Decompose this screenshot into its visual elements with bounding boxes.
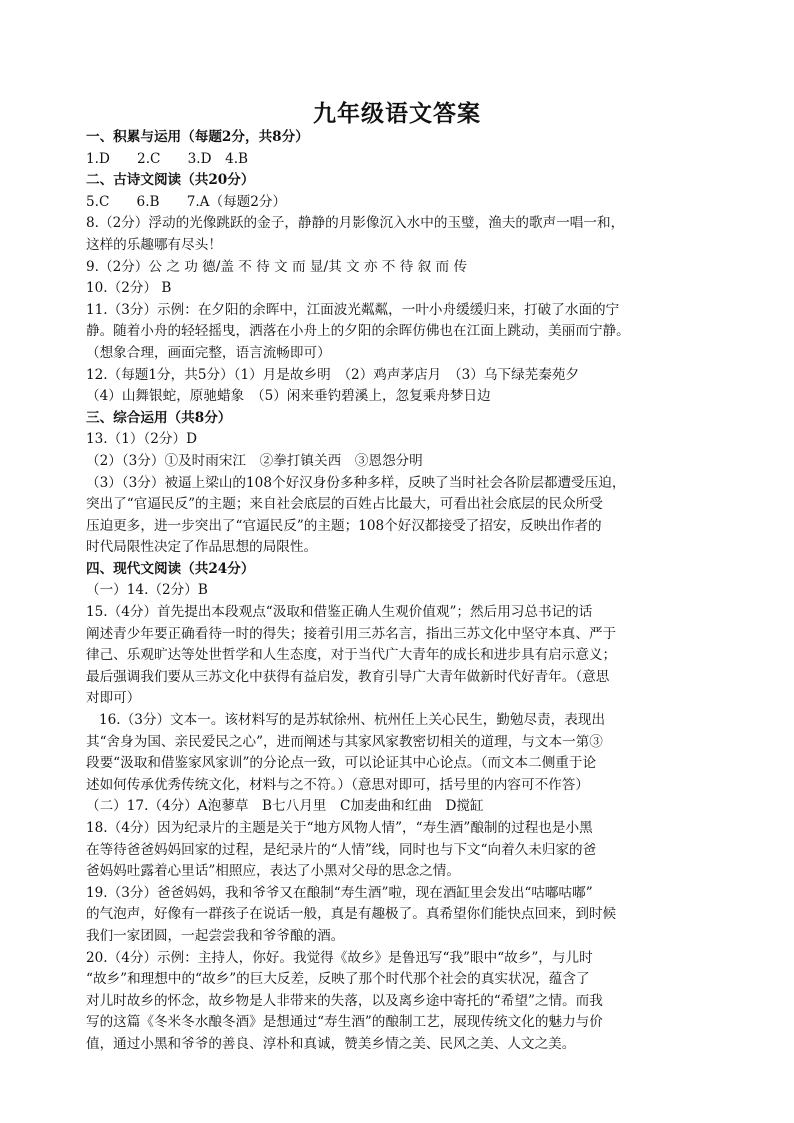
answer-line: 最后强调我们要从三苏文化中获得有益启发，教育引导广大青年做新时代好青年。（意思 (86, 668, 610, 685)
section-heading: 一、积累与运用（每题2分，共8分） (86, 129, 309, 145)
answer-line: 阐述青少年要正确看待一时的得失；接着引用三苏名言，指出三苏文化中坚守本真、严于 (86, 625, 617, 642)
answer-line: （3）（3分）被逼上梁山的108个好汉身份多种多样，反映了当时社会各阶层都遭受压迫， (86, 474, 626, 491)
answer-line: 12.（每题1分，共5分）（1）月是故乡明 （2）鸡声茅店月 （3）乌下绿芜秦苑夕 (86, 366, 580, 383)
answer-line: （2）（3分）①及时雨宋江 ②拳打镇关西 ③恩怨分明 (86, 452, 423, 469)
answer-line: 其“舍身为国、亲民爱民之心”，进而阐述与其家风家教密切相关的道理，与文本一第③ (86, 733, 603, 750)
answer-line: 爸妈妈吐露着心里话”相照应，表达了小黑对父母的思念之情。 (86, 863, 460, 880)
page-title: 九年级语文答案 (313, 100, 481, 127)
answer-line: 在等待爸爸妈妈回家的过程，是纪录片的“人情”线，同时也与下文“向着久未归家的爸 (86, 841, 597, 858)
answer-line: 压迫更多，进一步突出了“官逼民反”的主题；108个好汉都接受了招安，反映出作者的 (86, 517, 602, 534)
answer-line: （一）14.（2分）B (86, 582, 208, 599)
answer-line: 值，通过小黑和爷爷的善良、淳朴和真诚，赞美乡情之美、民风之美、人文之美。 (86, 1035, 576, 1052)
answer-line: 我们一家团圆，一起尝尝我和爷爷酿的酒。 (86, 927, 345, 944)
answer-line: 的气泡声，好像有一群孩子在说话一般，真是有趣极了。真希望你们能快点回来，到时候 (86, 906, 617, 923)
answer-line: 律己、乐观旷达等处世哲学和人生态度，对于当代广大青年的成长和进步具有启示意义； (86, 647, 617, 664)
answer-line: 18.（4分）因为纪录片的主题是关于“地方风物人情”，“寿生酒”酿制的过程也是小黑 (86, 820, 593, 836)
answer-line: 突出了“官逼民反”的主题；来自社会底层的百姓占比最大，可看出社会底层的民众所受 (86, 496, 603, 513)
answer-line: 对儿时故乡的怀念，故乡物是人非带来的失落，以及离乡途中寄托的“希望”之情。而我 (86, 992, 603, 1009)
answer-line: 9.（2分）公 之 功 德/盖 不 待 文 而 显/其 文 亦 不 待 叙 而 传 (86, 258, 468, 275)
answer-line: （想象合理，画面完整，语言流畅即可） (86, 344, 331, 361)
answer-line: 写的这篇《冬米冬水酿冬酒》是想通过“寿生酒”的酿制工艺，展现传统文化的魅力与价 (86, 1014, 603, 1031)
answer-line: 8.（2分）浮动的光像跳跃的金子，静静的月影像沉入水中的玉璧，渔夫的歌声一唱一和， (86, 215, 625, 232)
answer-line: （4）山舞银蛇，原驰蜡象 （5）闲来垂钓碧溪上，忽复乘舟梦日边 (86, 388, 491, 405)
answer-line: （二）17.（4分）A泡蓼草 B七八月里 C加麦曲和红曲 D搅缸 (86, 798, 484, 815)
answer-line: 段要“汲取和借鉴家风家训”的分论点一致，可以论证其中心论点。（而文本二侧重于论 (86, 755, 597, 772)
answer-line: 对即可） (86, 690, 141, 707)
answer-content (86, 127, 716, 1056)
answer-line: 1.D 2.C 3.D 4.B (86, 150, 249, 167)
section-heading: 四、现代文阅读（共24分） (86, 560, 255, 577)
answer-line: 述如何传承优秀传统文化，材料与之不符。）（意思对即可，括号里的内容可不作答） (86, 776, 589, 793)
answer-line: 静。随着小舟的轻轻摇曳，洒落在小舟上的夕阳的余晖仿佛也在江面上跳动，美丽而宁静。 (86, 323, 630, 340)
section-heading: 三、综合运用（共8分） (86, 409, 232, 426)
answer-line: 11.（3分）示例：在夕阳的余晖中，江面波光粼粼，一叶小舟缓缓归来，打破了水面的宁 (86, 301, 620, 318)
answer-line: 15.（4分）首先提出本段观点“汲取和借鉴正确人生观价值观”；然后用习总书记的话 (86, 604, 593, 621)
answer-line: 5.C 6.B 7.A（每题2分） (86, 193, 287, 210)
answer-line: 13.（1）（2分）D (86, 431, 197, 448)
answer-line: “故乡”和理想中的“故乡”的巨大反差，反映了那个时代那个社会的真实状况，蕴含了 (86, 971, 590, 988)
answer-line: 16.（3分）文本一。该材料写的是苏轼徐州、杭州任上关心民生，勤勉尽责，表现出 (99, 712, 606, 729)
answer-line: 10.（2分） B (86, 280, 172, 297)
answer-line: 19.（3分）爸爸妈妈，我和爷爷又在酿制“寿生酒”啦，现在酒缸里会发出“咕嘟咕嘟” (86, 884, 593, 901)
section-heading: 二、古诗文阅读（共20分） (86, 172, 255, 189)
answer-line: 时代局限性决定了作品思想的局限性。 (86, 539, 318, 556)
answer-line: 20.（4分）示例：主持人，你好。我觉得《故乡》是鲁迅写“我”眼中“故乡”，与儿时 (86, 949, 593, 966)
answer-line: 这样的乐趣哪有尽头！ (86, 236, 222, 253)
